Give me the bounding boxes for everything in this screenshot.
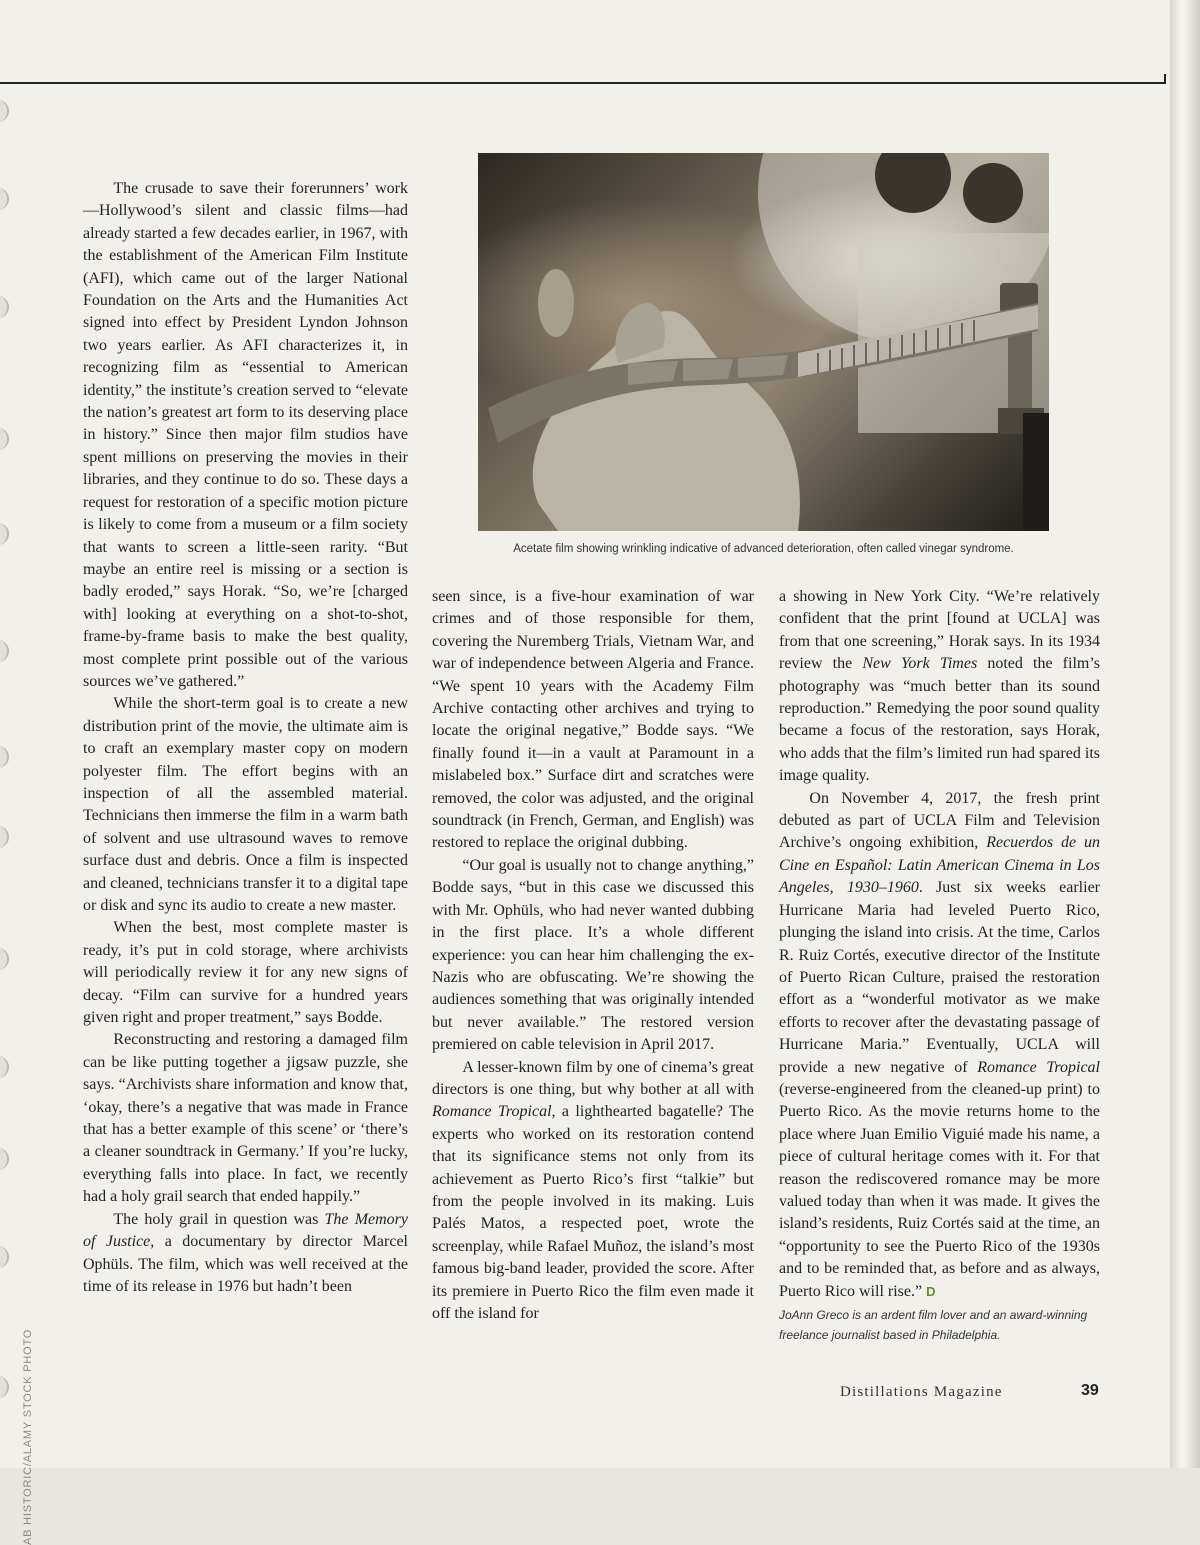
- binder-hole: [0, 296, 9, 318]
- page-number: 39: [1081, 1382, 1099, 1399]
- paragraph: [779, 586, 1100, 788]
- publication-title: New York Times: [862, 655, 978, 673]
- film-photo-illustration: [478, 153, 1049, 531]
- text-run: (reverse-engineered from the cleaned-up print) to Puerto Rico. As the movie returns home to the place where Juan Emilio Viguié made his name, a piece of cultural heritage comes with it. For that reason the rediscovered romance may be more valued today than when it was made. It gives the island’s residents, Ruiz Cortés said at the time, an “opportunity to see the Puerto Rico of the 1930s and to be reminded that, as before and as always, Puerto Rico will rise.”: [779, 1080, 1100, 1300]
- top-rule: [0, 82, 1166, 84]
- paragraph: The crusade to save their forerunners’ work—Hollywood’s silent and classic films—had already started a few decades earlier, in 1967, with the establishment of the American Film Institute (AFI), which came out of the larger National Foundation on the Arts and the Humanities Act signed into effect by President Lyndon Johnson two years earlier. As AFI characterizes it, in recognizing film as “essential to American identity,” the institute’s creation served to “elevate the nation’s greatest art form to its deserving place in history.” Since then major film studios have spent millions on preserving the movies in their libraries, and they continue to do so. These days a request for restoration of a specific motion picture is likely to come from a museum or a film society that wants to screen a little-seen rarity. “But maybe an entire reel is missing or a section is badly eroded,” says Horak. “So, we’re [charged with] looking at everything on a shot-to-shot, frame-by-frame basis to make the best quality, most complete print possible out of the various sources we’ve gathered.”: [83, 180, 408, 690]
- binder-hole: [0, 826, 9, 848]
- binder-hole: [0, 428, 9, 450]
- paragraph: [83, 1209, 408, 1299]
- photo-caption: Acetate film showing wrinkling indicative of advanced deterioration, often called vinegar syndrome.: [513, 543, 1014, 555]
- binder-hole: [0, 1376, 9, 1398]
- paragraph: While the short-term goal is to create a new distribution print of the movie, the ultimate aim is to craft an exemplary master copy on modern polyester film. The effort begins with an inspection of all the assembled material. Technicians then immerse the film in a warm bath of solvent and use ultrasound waves to remove surface dust and debris. Once a film is inspected and cleaned, technicians transfer it to a digital tape or disk and sync its audio to create a new master.: [83, 695, 408, 914]
- paragraph: seen since, is a five-hour examination of war crimes and of those responsible for them, covering the Nuremberg Trials, Vietnam War, and war of independence between Algeria and France. “We spent 10 years with the Academy Film Archive contacting other archives and trying to locate the original negative,” Bodde says. “We finally found it—in a vault at Paramount in a mislabeled box.” Surface dirt and scratches were removed, the color was adjusted, and the original soundtrack (in French, German, and English) was restored to replace the original dubbing.: [432, 588, 754, 852]
- text-run: , a lighthearted bagatelle? The experts who worked on its restoration contend that its significance stems not only from its achievement as Puerto Rico’s first “talkie” but from the people involved in its making. Luis Palés Matos, a respected poet, wrote the screenplay, while Rafael Muñoz, the island’s most famous big-band leader, provided the score. After its premiere in Puerto Rico the film even made it off the island for: [432, 1103, 754, 1322]
- binder-hole: [0, 523, 9, 545]
- binder-hole: [0, 640, 9, 662]
- paragraph: [432, 1057, 754, 1326]
- footer-magazine-name: Distillations Magazine: [840, 1384, 1003, 1400]
- article-column-1: [83, 178, 408, 1298]
- film-title: The Memory of Justice: [83, 1210, 409, 1251]
- binder-hole: [0, 948, 9, 970]
- binder-hole: [0, 100, 9, 122]
- exhibition-title: Recuerdos de un Cine en Español: Latin American Cinema in Los Angeles, 1930–1960: [779, 834, 1100, 897]
- binder-hole: [0, 1148, 9, 1170]
- film-title: Romance Tropical: [432, 1103, 552, 1121]
- text-run: A lesser-known film by one of cinema’s great directors is one thing, but why bother at all with: [432, 1058, 754, 1098]
- end-mark-icon: D: [926, 1283, 936, 1299]
- article-column-3: [779, 586, 1100, 1345]
- paragraph: When the best, most complete master is ready, it’s put in cold storage, where archivists will periodically review it for any new signs of decay. “Film can survive for a hundred years given right and proper treatment,” says Bodde.: [83, 919, 408, 1027]
- binder-hole: [0, 746, 9, 768]
- binder-hole: [0, 188, 9, 210]
- article-column-2: [432, 586, 754, 1325]
- paragraph: [779, 788, 1100, 1303]
- film-title: Romance Tropical: [977, 1058, 1101, 1076]
- paragraph: Reconstructing and restoring a damaged film can be like putting together a jigsaw puzzle, she says. “Archivists share information and know that, ‘okay, there’s a negative that was made in France that has a better example of this scene’ or ‘there’s a cleaner soundtrack in Germany.’ If you’re lucky, everything falls into place. In fact, we recently had a holy grail search that ended happily.”: [83, 1031, 408, 1206]
- text-run: , a documentary by director Marcel Ophüls. The film, which was well received at the time of its release in 1976 but hadn’t been: [83, 1233, 408, 1295]
- text-run: noted the film’s photography was “much better than its sound reproduction.” Remedying the poor sound quality became a focus of the restoration, says Horak, who adds that the film’s limited run had spared its image quality.: [779, 655, 1101, 785]
- paragraph: “Our goal is usually not to change anything,” Bodde says, “but in this case we discussed this with Mr. Ophüls, who had never wanted dubbing in the first place. It’s a whole different experience: you can hear him challenging the ex-Nazis who are obfuscating. We’re showing the audiences something that was originally intended but never available.” The restored version premiered on cable television in April 2017.: [432, 856, 754, 1054]
- film-deterioration-photo: [478, 153, 1049, 531]
- text-run: On November 4, 2017, the fresh print debuted as part of UCLA Film and Television Archive’s ongoing exhibition,: [779, 789, 1100, 852]
- author-bio: JoAnn Greco is an ardent film lover and an award-winning freelance journalist based in Philadelphia.: [779, 1308, 1088, 1342]
- top-rule-tick: [1164, 74, 1166, 84]
- photo-credit: AB HISTORIC/ALAMY STOCK PHOTO: [22, 1328, 34, 1545]
- page-edge: [1170, 0, 1200, 1468]
- text-run: . Just six weeks earlier Hurricane Maria had leveled Puerto Rico, plunging the island into crisis. At the time, Carlos R. Ruiz Cortés, executive director of the Institute of Puerto Rican Culture, praised the restoration effort as a “wonderful motivator as we make efforts to recover after the devastating passage of Hurricane Maria.” Eventually, UCLA will provide a new negative of: [779, 879, 1100, 1076]
- text-run: a showing in New York City. “We’re relatively confident that the print [found at UCLA] was from that one screening,” Horak says. In its 1934 review the: [779, 588, 1100, 673]
- binder-hole: [0, 1246, 9, 1268]
- text-run: The holy grail in question was: [113, 1210, 325, 1228]
- binder-hole: [0, 1056, 9, 1078]
